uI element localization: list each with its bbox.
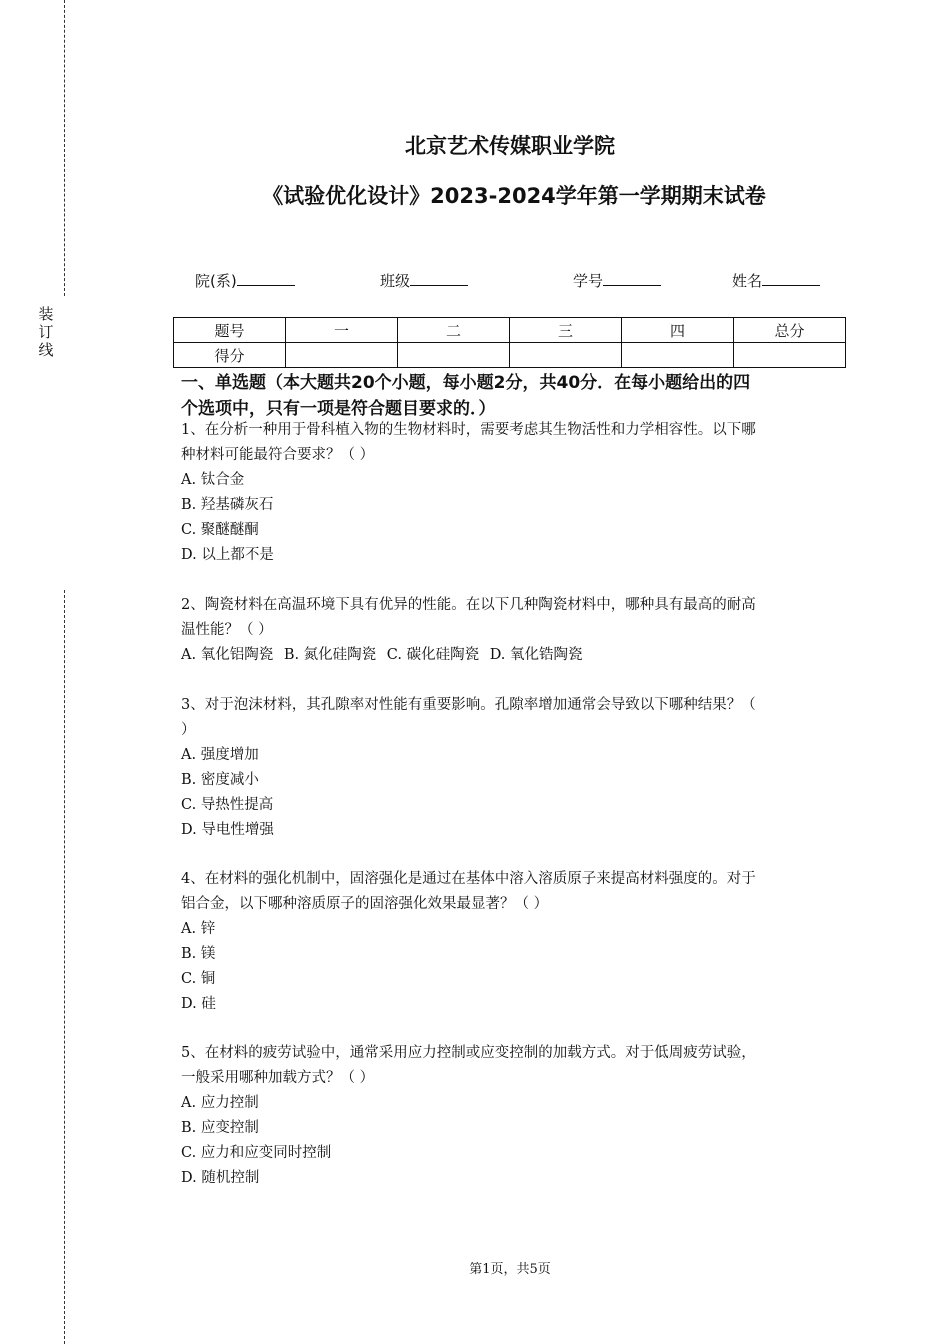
question-1-option-c: C. 聚醚醚酮 [181, 522, 259, 538]
question-5-text: 一般采用哪种加载方式？（ ） [181, 1070, 375, 1086]
question-4-text: 铝合金，以下哪种溶质原子的固溶强化效果最显著？（ ） [181, 896, 549, 912]
question-2-option-a: A. 氧化铝陶瓷 [181, 647, 274, 663]
question-3-option-d: D. 导电性增强 [181, 822, 274, 838]
score-table-header-row [174, 318, 846, 343]
score-cell: 总分 [734, 318, 846, 343]
score-cell: 二 [398, 318, 510, 343]
score-entry-cell[interactable] [398, 343, 510, 368]
score-table [173, 317, 846, 368]
question-3-option-a: A. 强度增加 [181, 747, 259, 763]
question-2-options [181, 645, 589, 665]
score-entry-cell[interactable] [286, 343, 398, 368]
question-2-option-b: B. 氮化硅陶瓷 [283, 647, 377, 663]
fill-blank[interactable] [603, 270, 661, 286]
fill-blank[interactable] [410, 270, 468, 286]
score-cell: 题号 [174, 318, 286, 343]
info-field-department [195, 270, 295, 291]
question-2-text: 2、陶瓷材料在高温环境下具有优异的性能。在以下几种陶瓷材料中，哪种具有最高的耐高 [181, 597, 756, 613]
info-field-name [732, 270, 820, 291]
info-label: 姓名 [732, 272, 763, 290]
binding-char: 订 [38, 323, 54, 341]
question-2-option-c: C. 碳化硅陶瓷 [386, 647, 480, 663]
score-entry-cell[interactable] [622, 343, 734, 368]
question-4-option-b: B. 镁 [181, 946, 216, 962]
question-1-text: 种材料可能最符合要求？（ ） [181, 447, 375, 463]
question-5-text: 5、在材料的疲劳试验中，通常采用应力控制或应变控制的加载方式。对于低周疲劳试验， [181, 1045, 756, 1061]
page-footer: 第1页，共5页 [469, 1262, 551, 1277]
question-2-text: 温性能？（ ） [181, 622, 273, 638]
question-3-text: ） [181, 722, 196, 738]
binding-dashed-line-bottom [64, 590, 65, 1344]
question-4-text: 4、在材料的强化机制中，固溶强化是通过在基体中溶入溶质原子来提高材料强度的。对于 [181, 871, 756, 887]
score-cell: 四 [622, 318, 734, 343]
exam-title: 《试验优化设计》2023-2024学年第一学期期末试卷 [262, 184, 766, 208]
fill-blank[interactable] [237, 270, 295, 286]
question-1-option-d: D. 以上都不是 [181, 547, 274, 563]
info-label: 院(系) [195, 272, 237, 290]
info-field-student-id [573, 270, 661, 291]
info-label: 学号 [573, 272, 604, 290]
question-5-option-d: D. 随机控制 [181, 1170, 260, 1186]
question-2-option-d: D. 氧化锆陶瓷 [489, 647, 583, 663]
question-4-option-c: C. 铜 [181, 971, 216, 987]
section-heading-line: 个选项中，只有一项是符合题目要求的．） [181, 399, 496, 419]
question-1-text: 1、在分析一种用于骨科植入物的生物材料时，需要考虑其生物活性和力学相容性。以下哪 [181, 422, 756, 438]
question-4-option-a: A. 锌 [181, 921, 216, 937]
score-entry-cell[interactable] [510, 343, 622, 368]
question-4-option-d: D. 硅 [181, 996, 216, 1012]
info-field-class [380, 270, 468, 291]
info-label: 班级 [380, 272, 411, 290]
question-5-option-b: B. 应变控制 [181, 1120, 259, 1136]
score-table-score-row [174, 343, 846, 368]
section-heading [181, 370, 841, 422]
binding-label [36, 305, 56, 359]
question-1-option-b: B. 羟基磷灰石 [181, 497, 274, 513]
question-5-option-c: C. 应力和应变同时控制 [181, 1145, 332, 1161]
question-5-option-a: A. 应力控制 [181, 1095, 259, 1111]
score-cell: 得分 [174, 343, 286, 368]
score-cell: 一 [286, 318, 398, 343]
question-3-option-c: C. 导热性提高 [181, 797, 274, 813]
binding-char: 装 [38, 305, 54, 323]
question-3-option-b: B. 密度减小 [181, 772, 259, 788]
binding-char: 线 [38, 341, 54, 359]
question-1-option-a: A. 钛合金 [181, 472, 245, 488]
fill-blank[interactable] [762, 270, 820, 286]
question-3-text: 3、对于泡沫材料，其孔隙率对性能有重要影响。孔隙率增加通常会导致以下哪种结果？（ [181, 697, 756, 713]
section-heading-line: 一、单选题（本大题共20个小题，每小题2分，共40分．在每小题给出的四 [181, 373, 751, 393]
school-name: 北京艺术传媒职业学院 [405, 134, 615, 158]
student-info-row [0, 270, 950, 292]
score-entry-cell[interactable] [734, 343, 846, 368]
score-cell: 三 [510, 318, 622, 343]
